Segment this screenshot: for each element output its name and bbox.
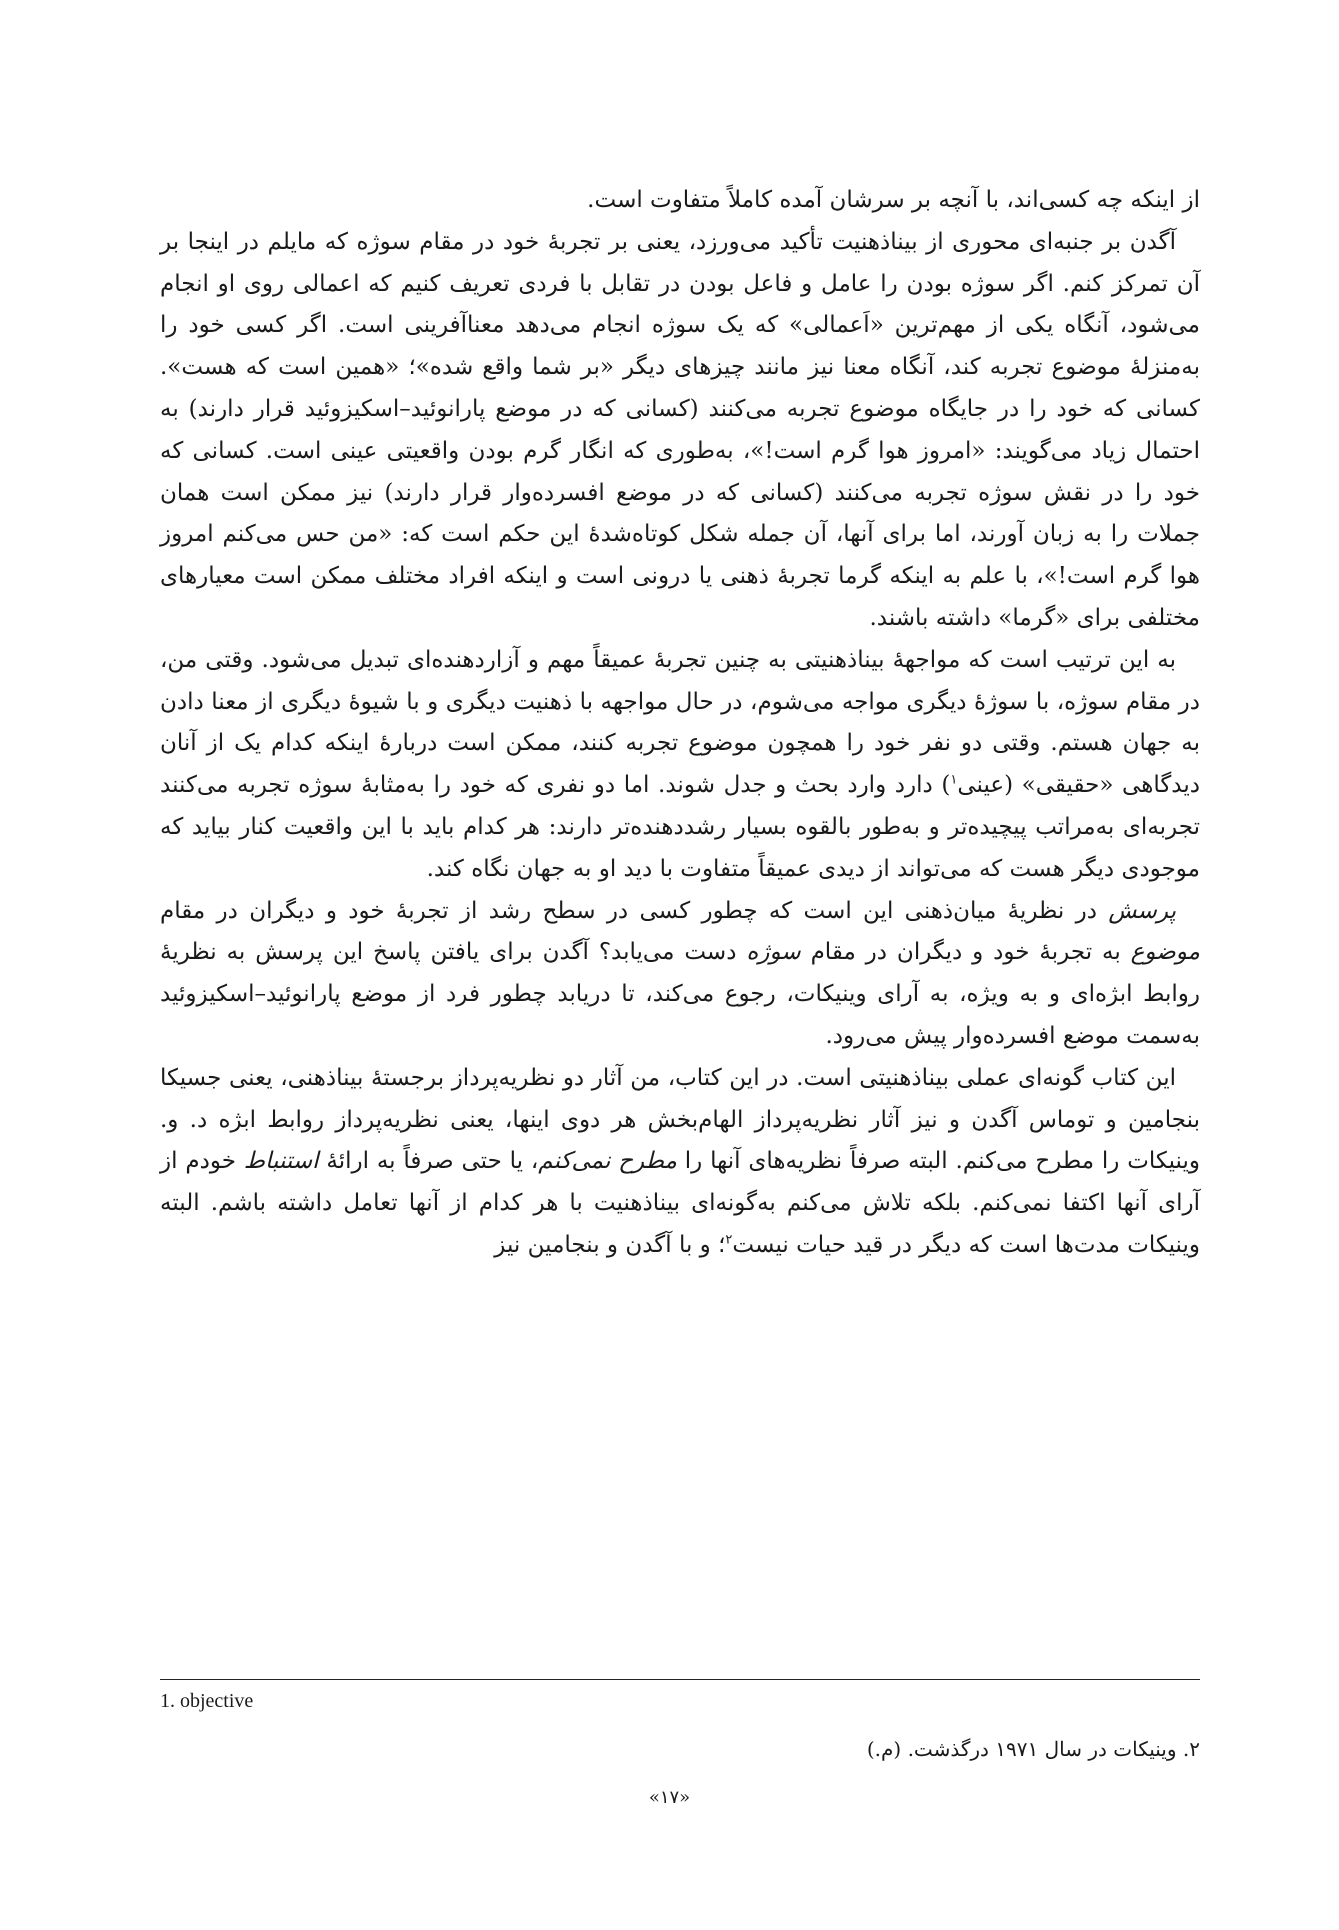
text-run: ؛ و با آگدن و بنجامین نیز xyxy=(494,1231,726,1258)
footnote-1: 1. objective xyxy=(160,1690,254,1712)
text-run: از اینکه چه کسی‌اند، با آنچه بر سرشان آمده کاملاً متفاوت است. xyxy=(587,187,1200,213)
footnote-marker: ۱ xyxy=(950,772,958,788)
paragraph xyxy=(160,180,1200,222)
text-run: به این ترتیب است که مواجههٔ بیناذهنیتی به چنین تجربهٔ عمیقاً مهم و آزاردهنده‌ای تبدیل می‌شود. وقتی من، در مقام سوژه، با سوژهٔ دیگری مواجه می‌شوم، در حال مواجهه با ذهنیت دیگری و با شیوهٔ دیگری از معنا دادن به جهان هستم. وقتی دو نفر خود را همچون موضوع تجربه کنند، ممکن است دربارهٔ اینکه کدام یک از آنان دیدگاهی «حقیقی» (عینی xyxy=(160,646,1200,799)
footnote-marker: ۲ xyxy=(725,1232,733,1248)
footnote-divider xyxy=(160,1679,1200,1680)
emphasis-text: استنباط xyxy=(243,1148,319,1175)
paragraph xyxy=(160,640,1200,891)
text-run: ، یا حتی صرفاً به ارائهٔ xyxy=(318,1148,539,1175)
text-run: ) دارد وارد بحث و جدل شوند. اما دو نفری که خود را به‌مثابهٔ سوژه تجربه می‌کنند تجربه‌ای به‌مراتب پیچیده‌تر و به‌طور بالقوه بسیار رشددهنده‌تر دارند: هر کدام باید با این واقعیت کنار بیاید که موجودی دیگر هست که می‌تواند از دیدی عمیقاً متفاوت با دید او به جهان نگاه کند. xyxy=(160,772,1200,882)
paragraph xyxy=(160,891,1200,1058)
text-run: در نظریهٔ میان‌ذهنی این است که چطور کسی در سطح رشد از تجربهٔ خود و دیگران در مقام xyxy=(160,897,1109,924)
text-run: این کتاب گونه‌ای عملی بیناذهنیتی است. در این کتاب، من آثار دو نظریه‌پرداز برجستهٔ بیناذهنی، یعنی جسیکا بنجامین و توماس آگدن و نیز آثار نظریه‌پرداز الهام‌بخش هر دوی اینها، یعنی نظریه‌پرداز روابط ابژه د. و. وینیکات را مطرح می‌کنم. البته صرفاً نظریه‌های آنها را xyxy=(160,1064,1201,1175)
emphasis-text: موضوع xyxy=(1130,939,1200,966)
paragraph xyxy=(160,1058,1200,1267)
footnote-2: ۲. وینیکات در سال ۱۹۷۱ درگذشت. (م.) xyxy=(866,1737,1200,1761)
text-run: به تجربهٔ خود و دیگران در مقام xyxy=(800,939,1131,966)
emphasis-text: مطرح نمی‌کنم xyxy=(538,1148,677,1175)
main-text-body xyxy=(160,180,1200,1267)
text-run: دست می‌یابد؟ آگدن برای یافتن پاسخ این پرسش به نظریهٔ روابط ابژه‌ای و به ویژه، به آرای وینیکات، رجوع می‌کند، تا دریابد چطور فرد از موضع پارانوئید–اسکیزوئید به‌سمت موضع افسرده‌وار پیش می‌رود. xyxy=(160,939,1200,1049)
paragraph xyxy=(160,222,1200,640)
text-run: خودم از آرای آنها اکتفا نمی‌کنم. بلکه تلاش می‌کنم به‌گونه‌ای بیناذهنیت با هر کدام از آنها تعامل داشته باشم. البته وینیکات مدت‌ها است که دیگر در قید حیات نیست xyxy=(160,1148,1200,1258)
page-number: «۱۷» xyxy=(648,1787,691,1808)
emphasis-text: پرسش xyxy=(1108,897,1176,924)
text-run: آگدن بر جنبه‌ای محوری از بیناذهنیت تأکید می‌ورزد، یعنی بر تجربهٔ خود در مقام سوژه که مایلم در اینجا بر آن تمرکز کنم. اگر سوژه بودن را عامل و فاعل بودن در تقابل با فردی تعریف کنیم که اعمالی روی او انجام می‌شود، آنگاه یکی از مهم‌ترین «اَعمالی» که یک سوژه انجام می‌دهد معنا‌آفرینی است. اگر کسی خود را به‌منزلهٔ موضوع تجربه کند، آنگاه معنا نیز مانند چیزهای دیگر «بر شما واقع شده»؛ «همین است که هست». کسانی که خود را در جایگاه موضوع تجربه می‌کنند (کسانی که در موضع پارانوئید–اسکیزوئید قرار دارند) به احتمال زیاد می‌گویند: «امروز هوا گرم است!»، به‌طوری که انگار گرم بودن واقعیتی عینی است. کسانی که خود را در نقش سوژه تجربه می‌کنند (کسانی که در موضع افسرده‌وار قرار دارند) نیز ممکن است همان جملات را به زبان آورند، اما برای آنها، آن جمله شکل کوتاه‌شدهٔ این حکم است که: «من حس می‌کنم امروز هوا گرم است!»، با علم به اینکه گرما تجربهٔ ذهنی یا درونی است و اینکه افراد مختلف ممکن است معیارهای مختلفی برای «گرما» داشته باشند. xyxy=(160,228,1200,631)
emphasis-text: سوژه xyxy=(746,939,801,966)
